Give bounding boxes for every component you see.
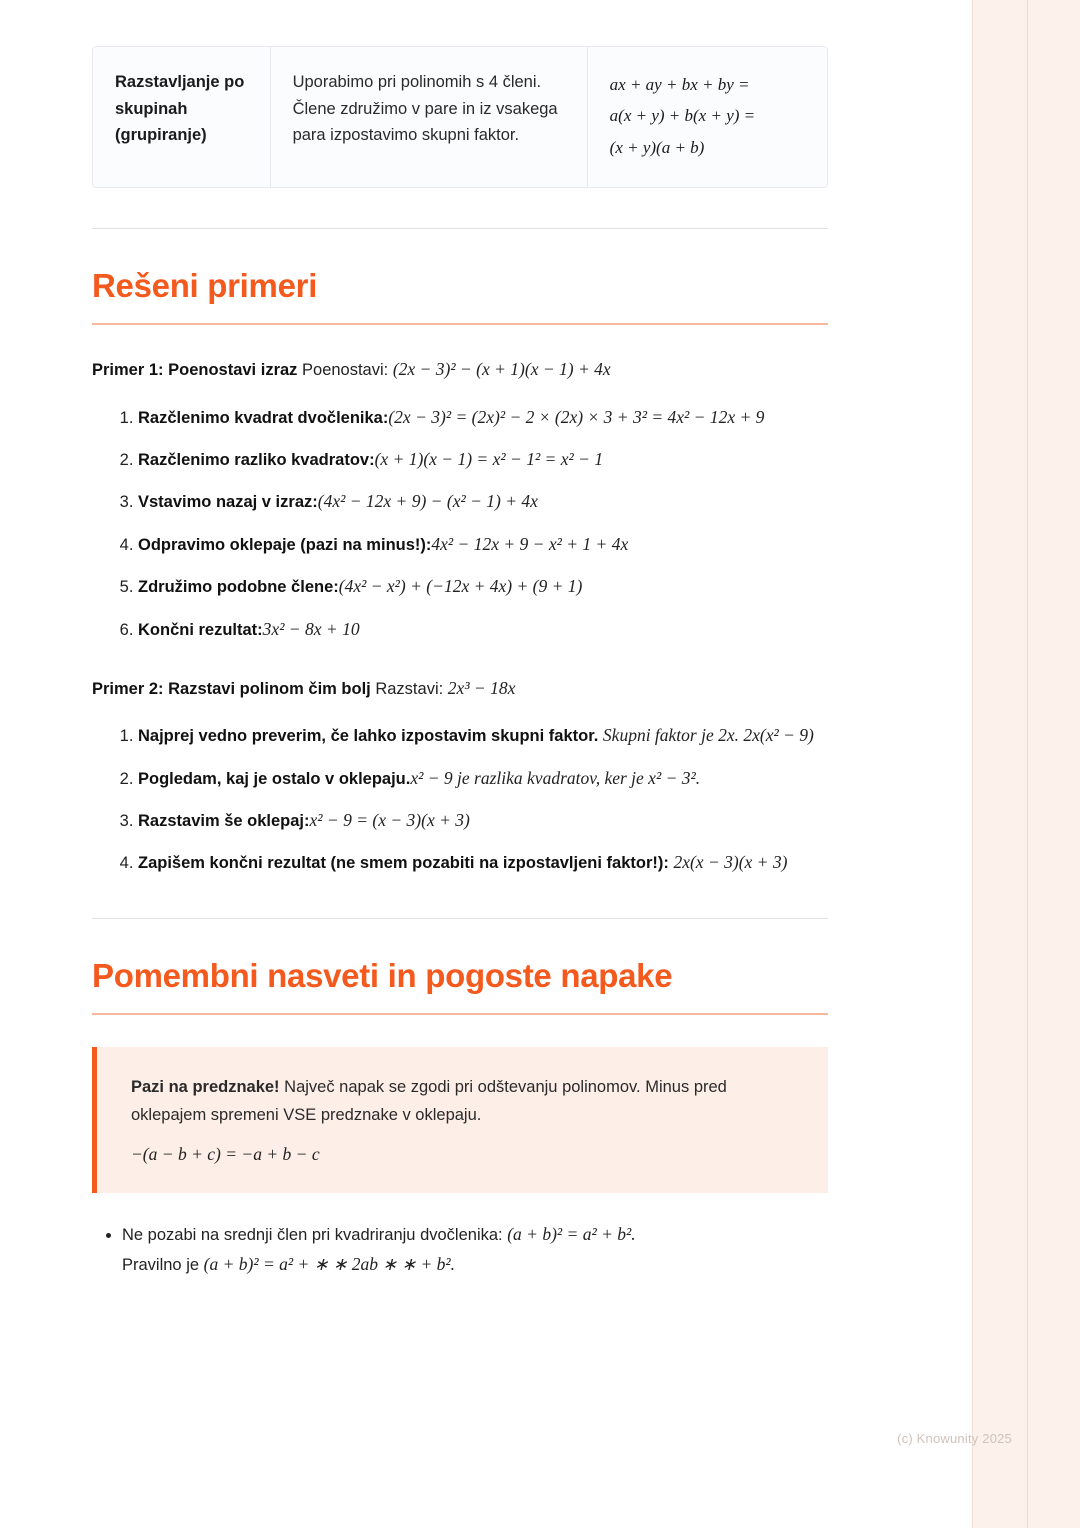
formula-line-3: (x + y)(a + b): [609, 137, 705, 157]
step-label: Vstavimo nazaj v izraz:: [138, 493, 318, 512]
table-cell-formula: [587, 47, 827, 187]
list-item: [138, 805, 828, 835]
step-math: (4x² − x²) + (−12x + 4x) + (9 + 1): [338, 576, 583, 597]
list-item: [138, 444, 828, 474]
table-cell-method-name: Razstavljanje po skupinah (grupiranje): [115, 73, 245, 145]
example-1-title: [92, 355, 828, 383]
example-2-prompt-math: 2x³ − 18x: [447, 677, 516, 698]
tip-math-a: (a + b)² = a² + b².: [507, 1223, 636, 1244]
list-item: [138, 571, 828, 601]
example-2-steps: [92, 720, 828, 878]
list-item: [138, 763, 828, 793]
callout-bold-label: Pazi na predznake!: [131, 1077, 280, 1096]
step-math: x² − 9 je razlika kvadratov, ker je x² − 3².: [410, 767, 701, 788]
example-1-prompt-math: (2x − 3)² − (x + 1)(x − 1) + 4x: [392, 359, 611, 380]
step-math: (x + 1)(x − 1) = x² − 1² = x² − 1: [374, 449, 604, 470]
step-math: 4x² − 12x + 9 − x² + 1 + 4x: [431, 533, 629, 554]
step-label: Združimo podobne člene:: [138, 578, 339, 597]
watermark: (c) Knowunity 2025: [897, 1431, 1012, 1446]
formula-line-1: ax + ay + bx + by =: [609, 75, 750, 94]
list-item: [138, 720, 828, 750]
page-edge-decoration: [972, 0, 1080, 1528]
document-content: [92, 0, 828, 1287]
formula-line-2: a(x + y) + b(x + y) =: [609, 106, 756, 126]
step-label: Razčlenimo razliko kvadratov:: [138, 451, 375, 470]
step-math: (4x² − 12x + 9) − (x² − 1) + 4x: [317, 491, 538, 512]
callout-math: −(a − b + c) = −a + b − c: [131, 1143, 320, 1164]
step-label: Zapišem končni rezultat (ne smem pozabiti na izpostavljeni faktor!):: [138, 854, 669, 873]
tip-text-a: Ne pozabi na srednji člen pri kvadriranju dvočlenika:: [122, 1225, 503, 1244]
page-edge-line: [1027, 0, 1028, 1528]
step-label: Končni rezultat:: [138, 620, 263, 639]
step-label: Najprej vedno preverim, če lahko izpostavim skupni faktor.: [138, 727, 599, 746]
example-1-label: Primer 1: Poenostavi izraz: [92, 361, 298, 380]
list-item: [138, 614, 828, 644]
list-item: [138, 486, 828, 516]
section-heading-solved-examples: Rešeni primeri: [92, 267, 318, 305]
list-item: [138, 402, 828, 432]
step-math: 2x(x − 3)(x + 3): [673, 852, 788, 873]
section-divider-top: [92, 228, 828, 229]
example-1-prompt-prefix: Poenostavi:: [302, 361, 389, 380]
list-item: [138, 847, 828, 877]
step-math: 3x² − 8x + 10: [262, 618, 360, 639]
example-2-title: [92, 674, 828, 702]
warning-callout: [92, 1047, 828, 1193]
table-cell-description: Uporabimo pri polinomih s 4 členi. Člene združimo v pare in iz vsakega para izpostavimo skupni faktor.: [270, 47, 587, 187]
step-label: Razstavim še oklepaj:: [138, 812, 310, 831]
step-math: Skupni faktor je 2x. 2x(x² − 9): [602, 725, 814, 746]
step-label: Razčlenimo kvadrat dvočlenika:: [138, 408, 389, 427]
tip-math-b: (a + b)² = a² + ∗ ∗ 2ab ∗ ∗ + b².: [203, 1253, 456, 1274]
example-2-label: Primer 2: Razstavi polinom čim bolj: [92, 679, 371, 698]
heading-underline-1: [92, 323, 828, 325]
step-math: x² − 9 = (x − 3)(x + 3): [309, 810, 470, 831]
section-divider-bottom: [92, 918, 828, 919]
heading-underline-2: [92, 1013, 828, 1015]
example-1-steps: [92, 402, 828, 644]
list-item: [122, 1219, 828, 1280]
callout-body: Največ napak se zgodi pri odštevanju polinomov. Minus pred oklepajem spremeni VSE predznake v oklepaju.: [131, 1077, 727, 1125]
example-2-prompt-prefix: Razstavi:: [375, 679, 444, 698]
list-item: [138, 529, 828, 559]
definition-table: [92, 46, 828, 188]
callout-text: [131, 1073, 798, 1130]
step-label: Odpravimo oklepaje (pazi na minus!):: [138, 535, 432, 554]
tip-text-b: Pravilno je: [122, 1255, 200, 1274]
section-heading-tips: Pomembni nasveti in pogoste napake: [92, 956, 673, 994]
step-math: (2x − 3)² = (2x)² − 2 × (2x) × 3 + 3² = 4x² − 12x + 9: [388, 406, 765, 427]
tips-list: [92, 1219, 828, 1280]
step-label: Pogledam, kaj je ostalo v oklepaju.: [138, 769, 411, 788]
